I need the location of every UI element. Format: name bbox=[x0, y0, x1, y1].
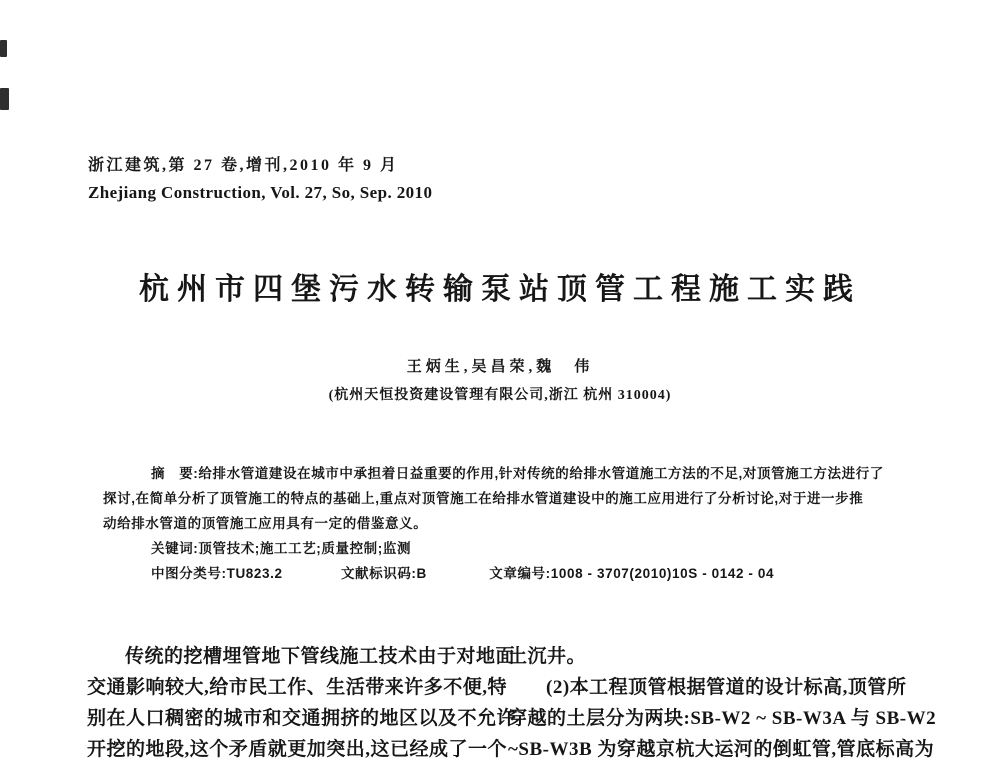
abstract-block bbox=[103, 461, 893, 536]
abstract-line: 探讨,在简单分析了顶管施工的特点的基础上,重点对顶管施工在给排水管道建设中的施工应用进行了分析讨论,对于进一步推 bbox=[103, 491, 864, 506]
body-text-line: ~SB-W3B 为穿越京杭大运河的倒虹管,管底标高为 bbox=[508, 739, 935, 760]
scan-artifact-mark bbox=[0, 40, 7, 57]
document-code: 文献标识码:B bbox=[340, 566, 427, 581]
abstract-line: 动给排水管道的顶管施工应用具有一定的借鉴意义。 bbox=[103, 516, 428, 531]
classification-line bbox=[103, 561, 971, 586]
body-text-line: 穿越的土层分为两块:SB-W2 ~ SB-W3A 与 SB-W2 bbox=[508, 708, 937, 729]
body-column-right bbox=[508, 641, 937, 760]
journal-header-en: Zhejiang Construction, Vol. 27, So, Sep. 2010 bbox=[88, 183, 433, 202]
article-title: 杭州市四堡污水转输泵站顶管工程施工实践 bbox=[139, 273, 861, 306]
keywords-line: 关键词:顶管技术;施工工艺;质量控制;监测 bbox=[151, 541, 412, 556]
body-text-line: 开挖的地段,这个矛盾就更加突出,这已经成了一个 bbox=[87, 739, 508, 760]
authors-line: 王炳生,吴昌荣,魏 伟 bbox=[406, 359, 594, 375]
body-text-line: 别在人口稠密的城市和交通拥挤的地区以及不允许 bbox=[87, 708, 517, 729]
scan-artifact-mark bbox=[0, 88, 9, 110]
body-text-line: 土沉井。 bbox=[508, 646, 587, 667]
body-text-line: 传统的挖槽埋管地下管线施工技术由于对地面 bbox=[125, 646, 516, 667]
journal-header-cn: 浙江建筑,第 27 卷,增刊,2010 年 9 月 bbox=[88, 157, 399, 174]
affiliation-line: (杭州天恒投资建设管理有限公司,浙江 杭州 310004) bbox=[328, 388, 672, 403]
body-column-left bbox=[87, 641, 517, 760]
article-id: 文章编号:1008 - 3707(2010)10S - 0142 - 04 bbox=[489, 566, 775, 581]
body-text-line: 交通影响较大,给市民工作、生活带来许多不便,特 bbox=[87, 677, 508, 698]
clc-number: 中图分类号:TU823.2 bbox=[151, 566, 283, 581]
abstract-line: 摘 要:给排水管道建设在城市中承担着日益重要的作用,针对传统的给排水管道施工方法的不足,对顶管施工方法进行了 bbox=[151, 466, 884, 481]
body-text-line: (2)本工程顶管根据管道的设计标高,顶管所 bbox=[546, 677, 907, 698]
